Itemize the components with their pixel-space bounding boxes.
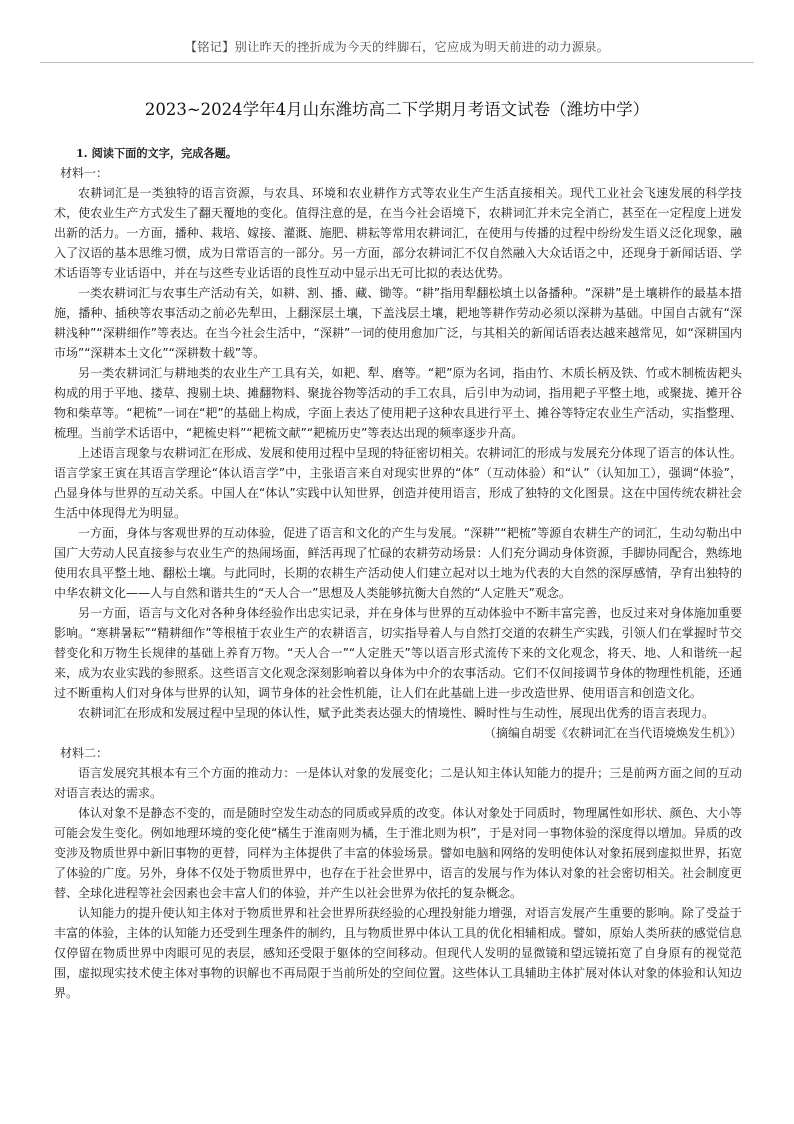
header-divider	[40, 62, 754, 63]
paragraph: 认知能力的提升使认知主体对于物质世界和社会世界所获经验的心理投射能力增强，对语言发展产生重要的影响。除了受益于丰富的体验，主体的认知能力还受到生理条件的制约，且与物质世界中体认工具的优化相辅相成。譬如，原始人类所获的感觉信息仅停留在物质世界中肉眼可见的表层，感知还受限于躯体的空间移动。但现代人发明的显微镜和望远镜拓宽了自身原有的视觉范围，虚拟现实技术使主体对事物的识解也不再局限于当前所处的空间位置。这些体认工具辅助主体扩展对体认对象的体验和认知边界。	[54, 906, 742, 1000]
paragraph: 上述语言现象与农耕词汇在形成、发展和使用过程中呈现的特征密切相关。农耕词汇的形成与发展充分体现了语言的体认性。语言学家王寅在其语言学理论“体认语言学”中，主张语言来自对现实世界的“体”（互动体验）和“认”（认知加工），强调“体验”，凸显身体与世界的互动关系。中国人在“体认”实践中认知世界，创造并使用语言，形成了独特的文化图景。这在中国传统农耕社会生活中体现得尤为明显。	[54, 446, 742, 520]
paragraph: 一方面，身体与客观世界的互动体验，促进了语言和文化的产生与发展。“深耕”“耙梳”等源自农耕生产的词汇，生动勾勒出中国广大劳动人民直接参与农业生产的热闹场面，鲜活再现了忙碌的农耕劳动场景：人们充分调动身体资源，手脚协同配合，熟练地使用农具平整土地、翻松土壤。与此同时，长期的农耕生产活动使人们建立起对以土地为代表的大自然的深厚感情，孕育出独特的中华农耕文化——人与自然和谐共生的“天人合一”思想及人类能够抗衡大自然的“人定胜天”观念。	[54, 526, 742, 600]
paragraph: 另一方面，语言与文化对各种身体经验作出忠实记录，并在身体与世界的互动体验中不断丰富完善，也反过来对身体施加重要影响。“寒耕暑耘”“精耕细作”等根植于农业生产的农耕语言，切实指导着人与自然打交道的农耕生产实践，引领人们在掌握时节交替变化和万物生长规律的基础上养育万物。“天人合一”“人定胜天”等以语言形式流传下来的文化观念，将天、地、人和谐统一起来，成为农业实践的参照系。这些语言文化观念深刻影响着以身体为中介的农事活动。它们不仅间接调节身体的物理性机能，还通过不断重构人们对身体与世界的认知，调节身体的社会性机能，让人们在此基础上进一步改造世界、使用语言和创造文化。	[54, 606, 742, 700]
paragraph: 一类农耕词汇与农事生产活动有关，如耕、割、播、藏、锄等。“耕”指用犁翻松填土以备播种。“深耕”是土壤耕作的最基本措施，播种、插秧等农事活动之前必先犁田，上翻深层土壤，下盖浅层土壤，耙地等耕作劳动必须以深耕为基础。中国自古就有“深耕浅种”“深耕细作”等表达。在当今社会生活中，“深耕”一词的使用愈加广泛，与其相关的新闻话语表达越来越常见，如“深耕国内市场”“深耕本土文化”“深耕数十载”等。	[54, 286, 742, 360]
paragraph: 另一类农耕词汇与耕地类的农业生产工具有关，如耙、犁、磨等。“耙”原为名词，指由竹、木质长柄及铁、竹或木制梳齿耙头构成的用于平地、搂草、搜剔土块、摊翻物料、聚拢谷物等活动的手工农具，后引申为动词，指用耙子平整土地，或聚拢、摊开谷物和柴草等。“耙梳”一词在“耙”的基础上构成，字面上表达了使用耙子这种农具进行平土、摊谷等特定农业生产活动，实指整理、梳理。当前学术话语中，“耙梳史料”“耙梳文献”“耙梳历史”等表达出现的频率逐步升高。	[54, 366, 742, 440]
paragraph: 农耕词汇是一类独特的语言资源，与农具、环境和农业耕作方式等农业生产生活直接相关。现代工业社会飞速发展的科学技术，使农业生产方式发生了翻天覆地的变化。值得注意的是，在当今社会语境下，农耕词汇并未完全消亡，甚至在一定程度上迸发出新的活力。一方面，播种、栽培、嫁接、灌溉、施肥、耕耘等常用农耕词汇，在使用与传播的过程中纷纷发生语义泛化现象，融入了汉语的基本思维习惯，成为日常语言的一部分。另一方面，部分农耕词汇不仅自然融入大众话语之中，还现身于新闻话语、学术话语等专业话语中，并在与这些专业话语的良性互动中显示出无可比拟的表达优势。	[54, 186, 742, 280]
exam-title: 2023~2024学年4月山东潍坊高二下学期月考语文试卷（潍坊中学）	[144, 100, 650, 119]
header-motto: 【铭记】别让昨天的挫折成为今天的绊脚石，它应成为明天前进的动力源泉。	[184, 40, 610, 54]
material-2-label: 材料二：	[60, 746, 109, 760]
paragraph: 农耕词汇在形成和发展过程中呈现的体认性，赋予此类表达强大的情境性、瞬时性与生动性，展现出优秀的语言表现力。	[78, 706, 715, 720]
material-1-label: 材料一：	[60, 166, 109, 180]
reading-passage	[54, 143, 742, 1003]
page-header	[0, 0, 794, 64]
question-label: 1. 阅读下面的文字，完成各题。	[76, 146, 238, 160]
material-1-source: （摘编自胡雯《农耕词汇在当代语境焕发生机》）	[483, 726, 742, 740]
paragraph: 语言发展究其根本有三个方面的推动力：一是体认对象的发展变化；二是认知主体认知能力的提升；三是前两方面之间的互动对语言表达的需求。	[54, 766, 742, 800]
paragraph: 体认对象不是静态不变的，而是随时空发生动态的同质或异质的改变。体认对象处于同质时，物理属性如形状、颜色、大小等可能会发生变化。例如地理环境的变化使“橘生于淮南则为橘，生于淮北则为枳”，于是对同一事物体验的深度得以增加。异质的改变涉及物质世界中新旧事物的更替，同样为主体提供了丰富的体验场景。譬如电脑和网络的发明使体认对象拓展到虚拟世界，拓宽了体验的广度。另外，身体不仅处于物质世界中，也存在于社会世界中，语言的发展与作为体认对象的社会密切相关。社会制度更替、全球化进程等社会因素也会丰富人们的体验，并产生以社会世界为依托的复杂概念。	[54, 806, 742, 900]
